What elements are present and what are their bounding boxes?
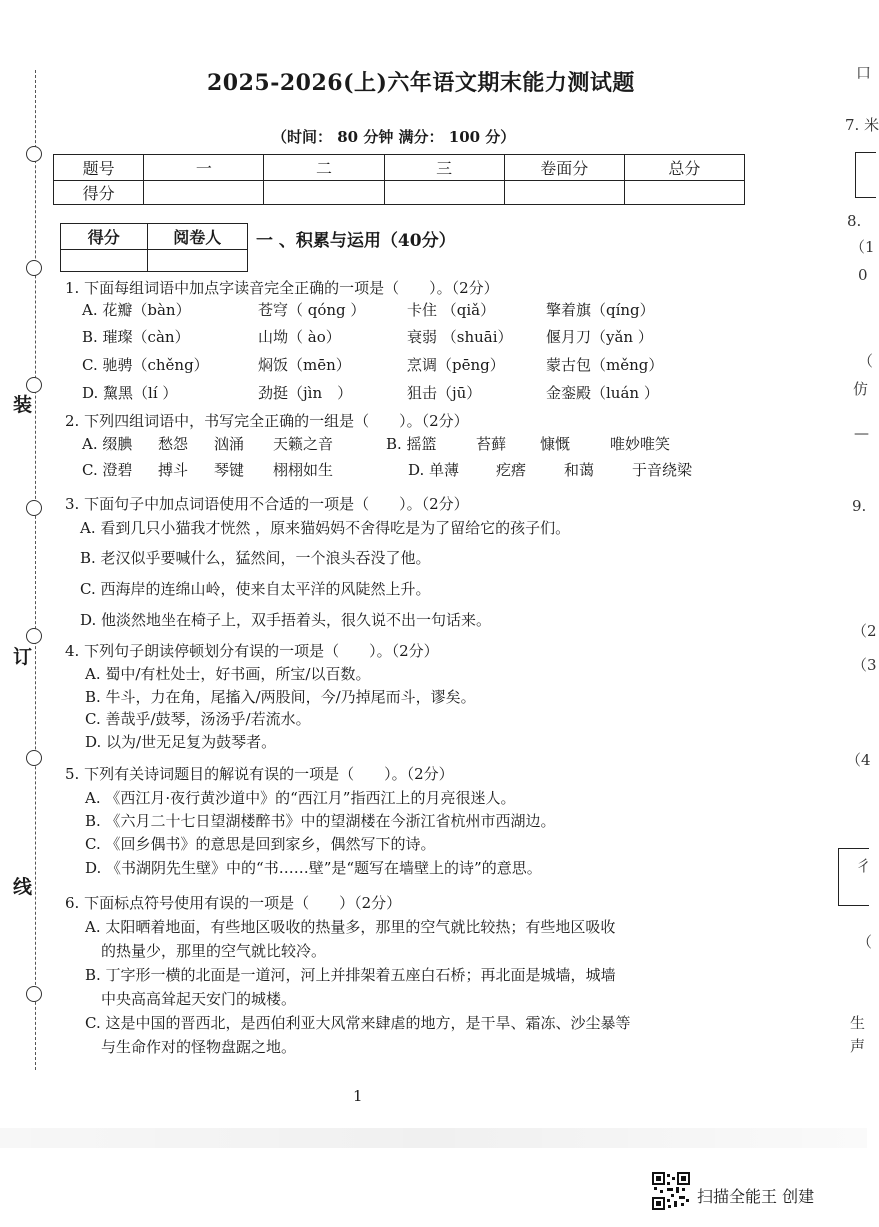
q2-item: 天籁之音	[273, 435, 334, 453]
grader-name-cell[interactable]	[147, 250, 247, 272]
binding-hole	[26, 500, 42, 516]
q2-item: 于音绕梁	[632, 461, 693, 479]
score-table-header: 卷面分	[504, 155, 624, 181]
q1-item: 偃月刀（yǎn ）	[546, 328, 653, 346]
binding-hole	[26, 146, 42, 162]
q3-option-d: D. 他淡然地坐在椅子上，双手捂着头，很久说不出一句话来。	[80, 611, 492, 629]
edge-text: 8.	[847, 212, 862, 230]
q6-option-b-line1: B. 丁字形一横的北面是一道河，河上并排架着五座白石桥；再北面是城墙，城墙	[85, 966, 616, 984]
binding-hole	[26, 628, 42, 644]
q2-item: D. 单薄	[408, 461, 460, 479]
question-2-stem: 2. 下列四组词语中，书写完全正确的一组是（ ）。（2分）	[65, 412, 469, 430]
edge-text: 彳	[856, 857, 872, 875]
grader-score-label: 得分	[61, 224, 148, 250]
question-4-stem: 4. 下列句子朗读停顿划分有误的一项是（ ）。（2分）	[65, 642, 439, 660]
edge-text: （	[858, 352, 874, 370]
edge-text: 口	[856, 64, 872, 82]
binding-char-xian: 线	[13, 876, 33, 898]
edge-text: 9.	[852, 497, 867, 515]
q2-item: 栩栩如生	[273, 461, 334, 479]
q2-item: 苔藓	[476, 435, 507, 453]
score-table-header: 一	[144, 155, 264, 181]
score-table-header: 题号	[54, 155, 144, 181]
edge-text: （2	[852, 622, 877, 640]
score-table-header: 三	[384, 155, 504, 181]
q2-item: 愁怨	[158, 435, 189, 453]
q4-option-b: B. 牛斗，力在角，尾搐入/两股间，今/乃掉尾而斗，谬矣。	[85, 688, 476, 706]
edge-text: （4	[846, 751, 871, 769]
binding-hole	[26, 750, 42, 766]
edge-text: （	[857, 933, 873, 951]
q2-item: A. 缀腆	[82, 435, 133, 453]
q4-option-c: C. 善哉乎/鼓琴，汤汤乎/若流水。	[85, 710, 311, 728]
q3-option-c: C. 西海岸的连绵山岭，使来自太平洋的风陡然上升。	[80, 580, 431, 598]
q6-option-a-line1: A. 太阳晒着地面，有些地区吸收的热量多，那里的空气就比较热；有些地区吸收	[85, 918, 616, 936]
q1-item: A. 花瓣（bàn）	[82, 301, 191, 319]
q2-item: 慷慨	[540, 435, 571, 453]
q3-option-a: A. 看到几只小猫我才恍然 ，原来猫妈妈不舍得吃是为了留给它的孩子们。	[80, 519, 571, 537]
q1-item: 烹调（pēng）	[407, 356, 505, 374]
q1-item: 狙击（jū）	[407, 384, 482, 402]
scan-shadow	[0, 1128, 867, 1148]
q2-item: 唯妙唯笑	[610, 435, 671, 453]
edge-text: （1	[850, 238, 875, 256]
q5-option-b: B. 《六月二十七日望湖楼醉书》中的望湖楼在今浙江省杭州市西湖边。	[85, 812, 556, 830]
question-6-stem: 6. 下面标点符号使用有误的一项是（ ）（2分）	[65, 894, 402, 912]
q2-item: 汹涌	[214, 435, 245, 453]
q1-item: 擎着旗（qíng）	[546, 301, 655, 319]
q1-item: 焖饭（mēn）	[258, 356, 351, 374]
q1-item: 金銮殿（luán ）	[546, 384, 659, 402]
q1-item: B. 璀璨（càn）	[82, 328, 190, 346]
question-1-stem: 1. 下面每组词语中加点字读音完全正确的一项是（ ）。（2分）	[65, 279, 499, 297]
score-cell[interactable]	[264, 181, 384, 205]
q2-option-row-1	[82, 434, 702, 454]
q1-option-row-b	[82, 327, 682, 347]
binding-char-ding: 订	[13, 646, 33, 668]
edge-text: 0	[858, 266, 868, 284]
score-cell[interactable]	[624, 181, 744, 205]
q1-option-row-a	[82, 300, 682, 320]
binding-hole	[26, 260, 42, 276]
q5-option-d: D. 《书湖阴先生壁》中的“书……壁”是“题写在墙壁上的诗”的意思。	[85, 859, 542, 877]
exam-subtitle: （时间： 80 分钟 满分： 100 分）	[272, 128, 516, 146]
score-table-header: 总分	[624, 155, 744, 181]
q2-item: 疙瘩	[496, 461, 527, 479]
q6-option-c-line1: C. 这是中国的晋西北，是西伯利亚大风常来肆虐的地方，是干旱、霜冻、沙尘暴等	[85, 1014, 631, 1032]
q4-option-d: D. 以为/世无足复为鼓琴者。	[85, 733, 277, 751]
edge-text: 仿	[853, 380, 869, 398]
q3-option-b: B. 老汉似乎要喊什么，猛然间，一个浪头吞没了他。	[80, 549, 431, 567]
binding-dashed-line	[35, 70, 36, 1070]
edge-text: 生	[850, 1014, 866, 1032]
grader-score-cell[interactable]	[61, 250, 148, 272]
page-number: 1	[353, 1087, 363, 1105]
grader-box	[60, 223, 248, 272]
binding-hole	[26, 986, 42, 1002]
score-table-header: 二	[264, 155, 384, 181]
edge-text: 7. 米	[845, 116, 879, 134]
score-cell[interactable]	[144, 181, 264, 205]
edge-box	[855, 152, 876, 198]
scanner-watermark: 扫描全能王 创建	[697, 1187, 815, 1206]
q5-option-c: C. 《回乡偶书》的意思是回到家乡，偶然写下的诗。	[85, 835, 436, 853]
q6-option-c-line2: 与生命作对的怪物盘踞之地。	[101, 1038, 297, 1056]
binding-char-zhuang: 装	[13, 394, 33, 416]
grader-name-label: 阅卷人	[147, 224, 247, 250]
q4-option-a: A. 蜀中/有杜处士，好书画，所宝/以百数。	[85, 665, 371, 683]
edge-text: —	[854, 424, 869, 442]
q2-item: 搏斗	[158, 461, 189, 479]
q6-option-b-line2: 中央高高耸起天安门的城楼。	[101, 990, 297, 1008]
q2-option-row-2	[82, 460, 722, 480]
edge-text: 声	[850, 1037, 866, 1055]
question-3-stem: 3. 下面句子中加点词语使用不合适的一项是（ ）。（2分）	[65, 495, 469, 513]
q2-item: B. 摇篮	[386, 435, 437, 453]
q1-option-row-c	[82, 355, 682, 375]
edge-text: （3	[852, 656, 877, 674]
q6-option-a-line2: 的热量少，那里的空气就比较冷。	[101, 942, 327, 960]
question-5-stem: 5. 下列有关诗词题目的解说有误的一项是（ ）。（2分）	[65, 765, 454, 783]
score-cell[interactable]	[504, 181, 624, 205]
binding-hole	[26, 377, 42, 393]
q2-item: 琴键	[214, 461, 245, 479]
q1-option-row-d	[82, 383, 682, 403]
score-table	[53, 154, 745, 205]
q2-item: C. 澄碧	[82, 461, 133, 479]
q1-item: 苍穹（ qóng ）	[258, 301, 366, 319]
q5-option-a: A. 《西江月·夜行黄沙道中》的“西江月”指西江上的月亮很迷人。	[85, 789, 516, 807]
q1-item: 卡住 （qiǎ）	[407, 301, 496, 319]
q1-item: 蒙古包（měng）	[546, 356, 664, 374]
section-1-title: 一 、积累与运用（40分）	[256, 231, 456, 251]
q1-item: C. 驰骋（chěng）	[82, 356, 209, 374]
q1-item: 山坳（ ào）	[258, 328, 341, 346]
score-cell[interactable]	[384, 181, 504, 205]
qr-code-icon	[652, 1172, 690, 1210]
score-table-row-label: 得分	[54, 181, 144, 205]
q1-item: 衰弱 （shuāi）	[407, 328, 513, 346]
q2-item: 和蔼	[564, 461, 595, 479]
q1-item: D. 黧黑（lí ）	[82, 384, 178, 402]
q1-item: 劲挺（jìn ）	[258, 384, 353, 402]
exam-title: 2025-2026(上)六年语文期末能力测试题	[207, 70, 635, 96]
